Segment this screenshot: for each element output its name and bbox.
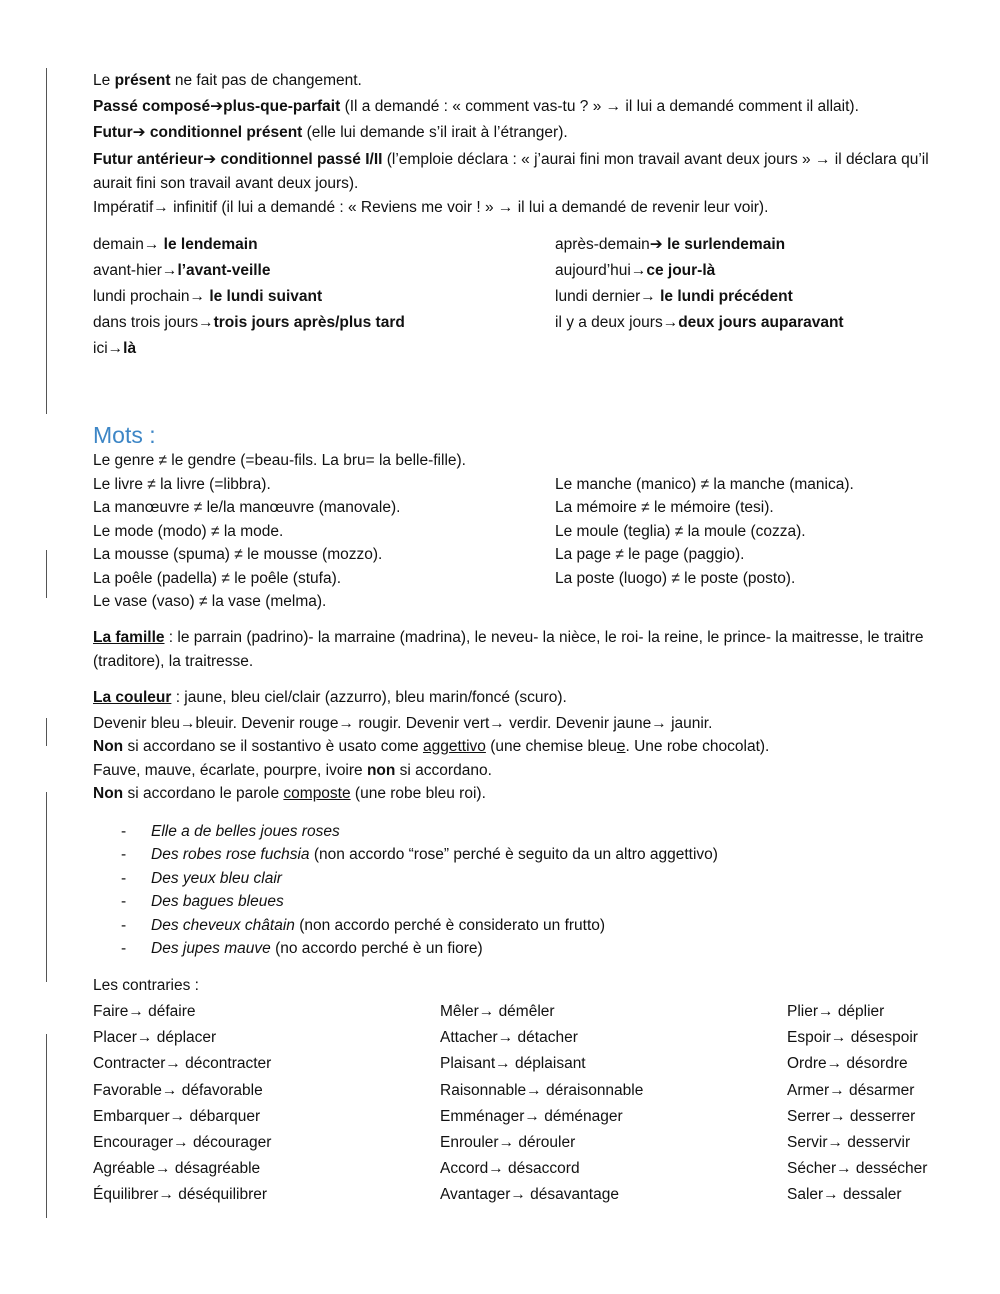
mot-pair [555,590,938,614]
fauve-line [93,759,938,783]
bold-text: Futur antérieur➔ conditionnel passé I/II [93,151,383,168]
contraire-item: Accord→ désaccord [440,1160,580,1178]
mot-pair: La manœuvre ≠ le/la manœuvre (manovale). [93,499,401,516]
mot-pair: La page ≠ le page (paggio). [555,546,745,563]
text: si accordano se il sostantivo è usato come [123,738,423,755]
contraire-item: Favorable→ défavorable [93,1081,263,1099]
contraire-item: Espoir→ désespoir [787,1029,918,1047]
text: ne fait pas de changement. [170,72,362,89]
list-item [93,820,938,844]
list-item [93,890,938,914]
mot-pair: La poste (luogo) ≠ le poste (posto). [555,569,796,587]
time-words-grid [93,232,938,362]
text: il y a deux jours→ [555,314,679,331]
imperatif-rule: Impératif→ infinitif (il lui a demandé : « Reviens me voir ! » → il lui a demandé de revenir leur voir). [93,199,769,216]
text: Le [93,72,115,89]
contraire-item: Servir→ desservir [787,1134,911,1152]
mot-pair: Le livre ≠ la livre (=libbra). [93,475,271,493]
text: (elle lui demande s’il irait à l’étranger). [302,124,568,141]
revision-bar [46,1034,47,1218]
contraire-item: Enrouler→ dérouler [440,1134,576,1152]
bold-text: Futur➔ conditionnel présent [93,124,303,141]
underlined-text: composte [283,785,351,802]
text: . Une robe chocolat). [625,738,770,755]
mot-pair: Le mode (modo) ≠ la mode. [93,522,284,540]
text: après-demain➔ [555,236,668,253]
text: (l’emploie déclara : « j’aurai fini mon travail avant deux jours » → il déclara qu’il aurait fini son travail avant deux jours). [93,151,929,192]
contraire-item: Ordre→ désordre [787,1055,908,1073]
text: si accordano. [395,761,492,779]
couleur-label: La couleur [93,688,172,706]
contraire-item: Équilibrer→ déséquilibrer [93,1186,268,1204]
text: si accordano le parole [123,785,284,802]
contraire-item: Mêler→ démêler [440,1003,555,1021]
contraire-item: Sécher→ dessécher [787,1160,928,1178]
contraires-title: Les contraries : [93,977,199,995]
bold-text: là [123,340,137,357]
mot-pair: Le moule (teglia) ≠ la moule (cozza). [555,522,806,540]
tense-rules [93,69,938,220]
text: Fauve, mauve, écarlate, pourpre, ivoire [93,761,367,779]
bold-text: le surlendemain [667,236,786,253]
underlined-text: e [616,738,626,755]
mots-heading: Mots : [93,422,156,448]
time-word [93,284,555,310]
bold-text: non [366,761,396,779]
text: ici→ [93,340,124,357]
text: lundi prochain→ [93,288,210,305]
futur-anterieur-rule [93,148,938,196]
composte-line [93,782,938,806]
examples-list [93,820,938,962]
text: (une chemise bleu [485,738,617,755]
contraire-item: Armer→ désarmer [787,1081,915,1099]
time-word [93,258,555,284]
futur-rule [93,121,938,145]
italic-text: Des jupes mauve [151,940,271,958]
couleur-section [93,686,938,806]
contraire-item: Faire→ défaire [93,1003,196,1021]
bold-text: l’avant-veille [177,262,271,279]
text: (Il a demandé : « comment vas-tu ? » → il lui a demandé comment il allait). [340,98,859,115]
text: lundi dernier→ [555,288,661,305]
contraire-item: Encourager→ décourager [93,1134,272,1152]
italic-text: Des yeux bleu clair [151,869,282,887]
revision-bar [46,792,47,982]
contraire-item: Serrer→ desserrer [787,1107,916,1125]
time-word [93,336,555,362]
bold-text: ce jour-là [646,262,716,279]
non-accord-line [93,735,938,759]
text: (non accordo perché è considerato un frutto) [294,916,606,934]
contraires-grid [93,999,938,1209]
contraire-item: Emménager→ déménager [440,1107,623,1125]
contraire-item: Attacher→ détacher [440,1029,578,1047]
devenir-line: Devenir bleu→bleuir. Devenir rouge→ rougir. Devenir vert→ verdir. Devenir jaune→ jaunir. [93,714,713,732]
passe-compose-rule [93,95,938,119]
mot-pair: Le vase (vaso) ≠ la vase (melma). [93,593,327,610]
text: avant-hier→ [93,262,178,279]
genre-line: Le genre ≠ le gendre (=beau-fils. La bru= la belle-fille). [93,452,466,469]
famille-paragraph [93,626,938,674]
bold-text: le lendemain [163,236,258,253]
italic-text: Des bagues bleues [151,893,284,911]
text: (no accordo perché è un fiore) [270,940,483,958]
text: demain→ [93,236,164,253]
list-item [93,937,938,961]
document-page [93,69,938,1209]
bold-text: le lundi précédent [660,288,793,305]
famille-label: La famille [93,628,165,646]
contraire-item: Saler→ dessaler [787,1186,902,1204]
bold-text: présent [114,72,171,89]
contraire-item: Agréable→ désagréable [93,1160,261,1178]
mots-pairs-grid [93,473,938,614]
underlined-text: aggettivo [422,738,486,755]
mot-pair: La mémoire ≠ le mémoire (tesi). [555,499,774,516]
time-word [555,258,938,284]
text: (une robe bleu roi). [350,785,486,802]
mot-pair: Le manche (manico) ≠ la manche (manica). [555,475,854,493]
time-word [555,310,938,336]
contraire-item: Avantager→ désavantage [440,1186,619,1204]
italic-text: Des cheveux châtain [151,916,295,934]
contraire-item: Plaisant→ déplaisant [440,1055,586,1073]
bold-text: trois jours après/plus tard [213,314,405,331]
italic-text: Des robes rose fuchsia [151,846,310,864]
contraire-item: Plier→ déplier [787,1003,885,1021]
list-item [93,914,938,938]
bold-text: deux jours auparavant [678,314,844,331]
list-item [93,867,938,891]
time-word [555,232,938,258]
bold-text: Non [93,738,124,755]
time-word [93,310,555,336]
revision-bar [46,68,47,414]
time-word [93,232,555,258]
list-item [93,843,938,867]
contraire-item: Placer→ déplacer [93,1029,217,1047]
couleur-paragraph [93,686,938,710]
text: : jaune, bleu ciel/clair (azzurro), bleu marin/foncé (scuro). [171,688,567,706]
mot-pair: La poêle (padella) ≠ le poêle (stufa). [93,569,342,587]
contraire-item: Raisonnable→ déraisonnable [440,1081,644,1099]
bold-text: le lundi suivant [209,288,323,305]
mot-pair: La mousse (spuma) ≠ le mousse (mozzo). [93,546,383,563]
bold-text: Passé composé➔plus-que-parfait [93,98,341,115]
text: : le parrain (padrino)- la marraine (madrina), le neveu- la nièce, le roi- la reine, le prince- la maitresse, le traitre (traditore), la traitresse. [93,628,924,670]
italic-text: Elle a de belles joues roses [151,822,340,840]
text: (non accordo “rose” perché è seguito da un altro aggettivo) [309,846,718,864]
text: dans trois jours→ [93,314,214,331]
bold-text: Non [93,785,124,802]
revision-bar [46,550,47,598]
text: aujourd’hui→ [555,262,647,279]
revision-bar [46,718,47,746]
time-word [555,284,938,310]
contraire-item: Contracter→ décontracter [93,1055,272,1073]
present-rule [93,69,938,93]
contraire-item: Embarquer→ débarquer [93,1107,261,1125]
